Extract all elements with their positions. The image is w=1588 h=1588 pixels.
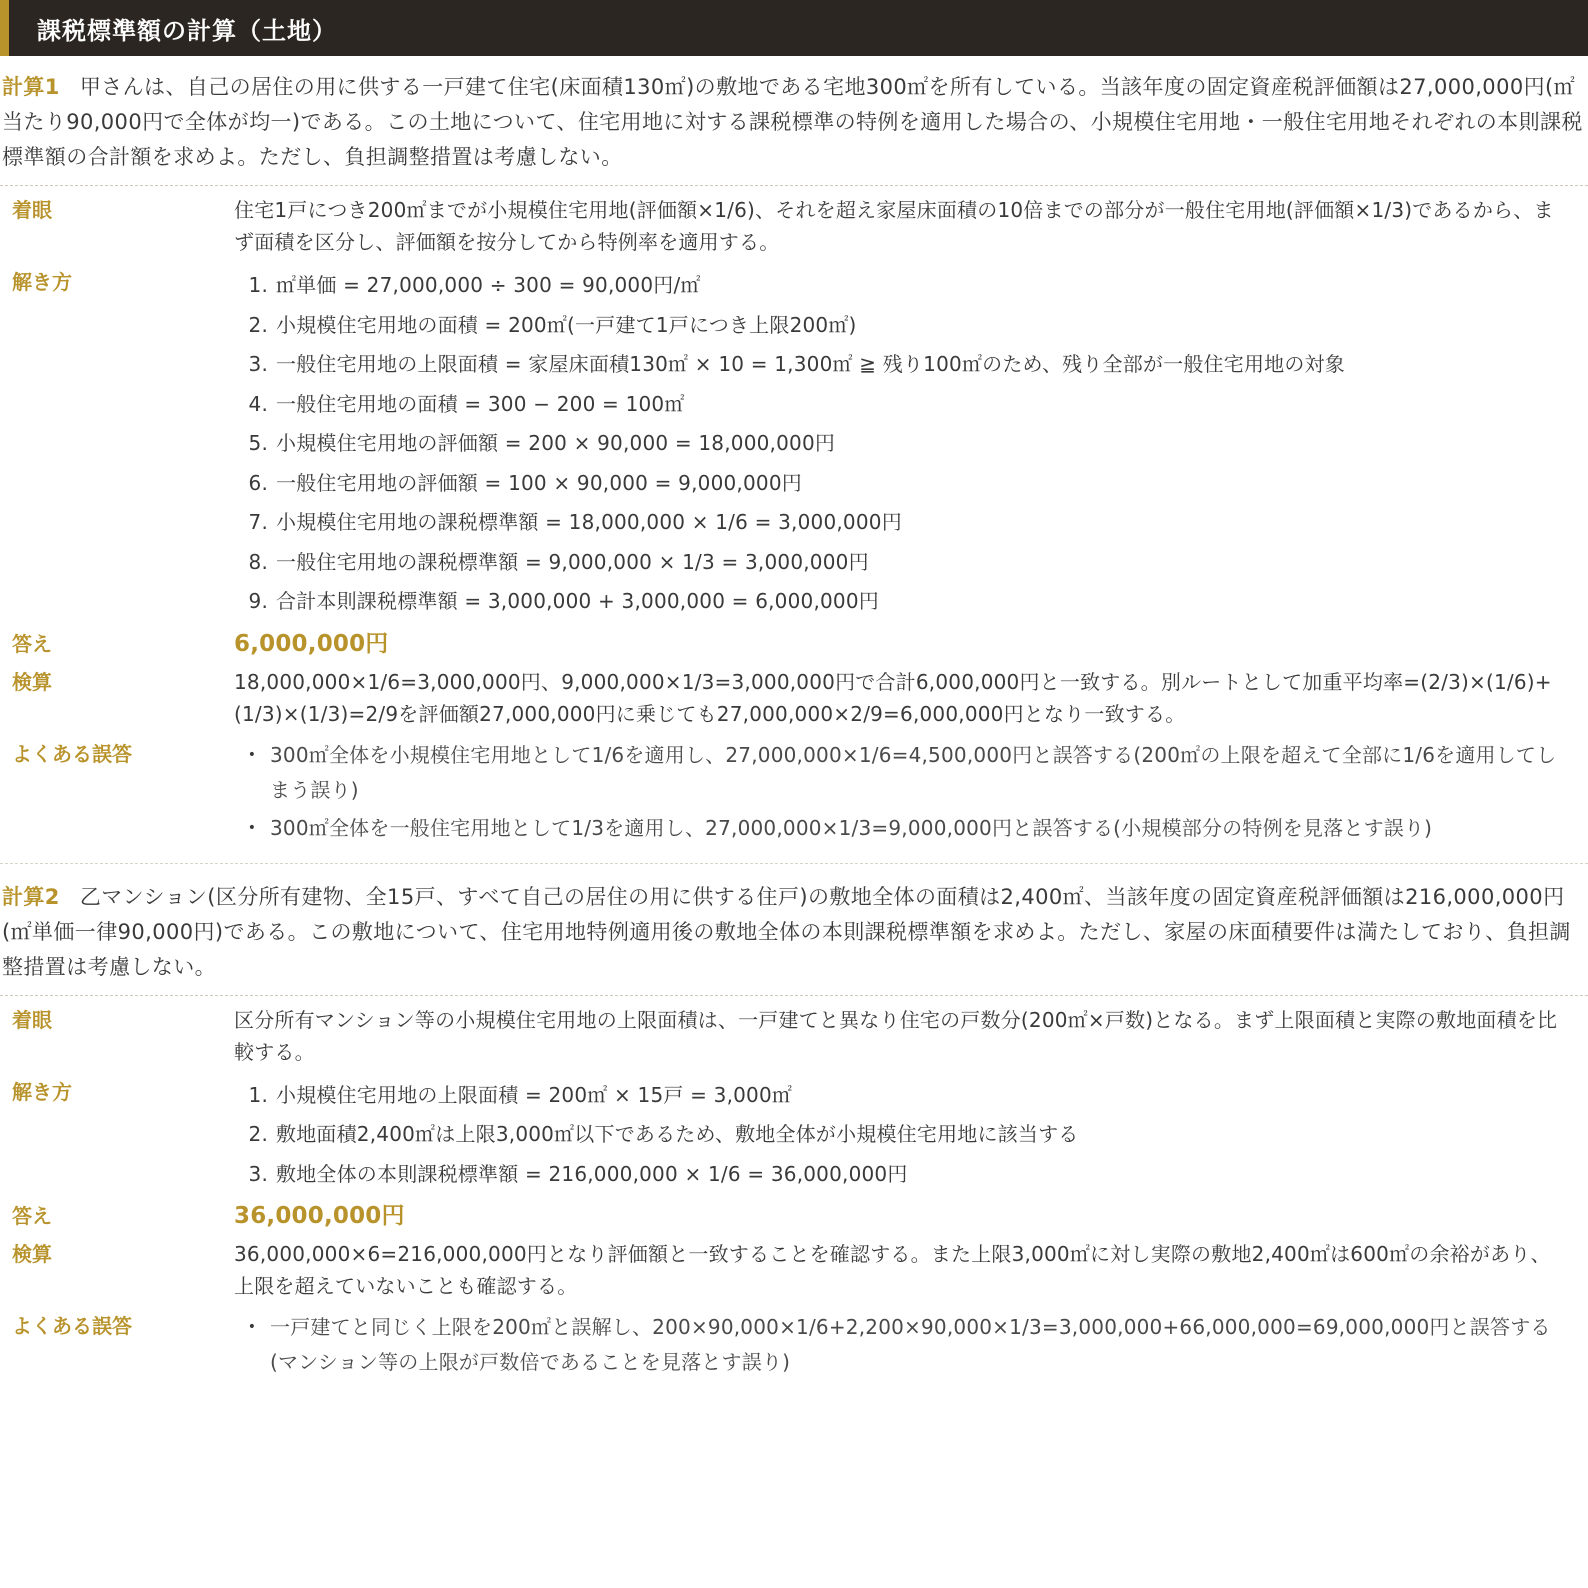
step-text: 一般住宅用地の上限面積 = 家屋床面積130㎡ × 10 = 1,300㎡ ≧ 残り100㎡のため、残り全部が一般住宅用地の対象: [276, 352, 1345, 376]
problem-statement: [0, 56, 1588, 186]
mistakes-row: [0, 1310, 1588, 1383]
problem-2: [0, 874, 1588, 1384]
step-text: 小規模住宅用地の課税標準額 = 18,000,000 × 1/6 = 3,000,000円: [276, 510, 902, 534]
step-number: 9.: [248, 589, 268, 613]
answer-row: [0, 1200, 1588, 1232]
focus-label: 着眼: [12, 1007, 52, 1032]
answer-value: 6,000,000円: [234, 630, 389, 657]
mistakes-list: [234, 738, 1570, 846]
mistakes-label: よくある誤答: [12, 1314, 132, 1338]
step-text: 小規模住宅用地の評価額 = 200 × 90,000 = 18,000,000円: [276, 431, 836, 455]
check-text: 18,000,000×1/6=3,000,000円、9,000,000×1/3=3,000,000円で合計6,000,000円と一致する。別ルートとして加重平均率=(2/3)×(1/6)+(1/3)×(1/3)=2/9を評価額27,000,000円に乗じても27,000,000×2/9=6,000,000円となり一致する。: [234, 669, 1552, 726]
step-text: ㎡単価 = 27,000,000 ÷ 300 = 90,000円/㎡: [276, 273, 701, 297]
step-text: 敷地全体の本則課税標準額 = 216,000,000 × 1/6 = 36,000,000円: [276, 1161, 908, 1186]
list-item: [234, 811, 1570, 846]
list-item: [234, 738, 1570, 808]
solution-row: [0, 1076, 1588, 1195]
solution-label: 解き方: [12, 270, 72, 294]
bullet-icon: •: [247, 819, 257, 836]
step-text: 一般住宅用地の課税標準額 = 9,000,000 × 1/3 = 3,000,000円: [276, 549, 869, 574]
mistake-text: 300㎡全体を一般住宅用地として1/3を適用し、27,000,000×1/3=9,000,000円と誤答する(小規模部分の特例を見落とす誤り): [270, 815, 1433, 840]
mistakes-row: [0, 738, 1588, 849]
check-row: [0, 666, 1588, 730]
problem-number: 計算1: [2, 75, 60, 99]
bullet-icon: •: [247, 746, 257, 763]
check-row: [0, 1238, 1588, 1302]
mistake-text: 300㎡全体を小規模住宅用地として1/6を適用し、27,000,000×1/6=4,500,000円と誤答する(200㎡の上限を超えて全部に1/6を適用してしまう誤り): [270, 742, 1557, 802]
answer-label: 答え: [12, 1204, 52, 1228]
list-item: [234, 345, 1570, 385]
focus-text: 住宅1戸につき200㎡までが小規模住宅用地(評価額×1/6)、それを超え家屋床面積の10倍までの部分が一般住宅用地(評価額×1/3)であるから、まず面積を区分し、評価額を按分してから特例率を適用する。: [234, 198, 1554, 254]
solution-label: 解き方: [12, 1079, 72, 1104]
mistakes-label: よくある誤答: [12, 741, 132, 766]
check-label: 検算: [12, 1242, 52, 1266]
problem-text: 乙マンション(区分所有建物、全15戸、すべて自己の居住の用に供する住戸)の敷地全体の面積は2,400㎡、当該年度の固定資産税評価額は216,000,000円(㎡単価一律90,000円)である。この敷地について、住宅用地特例適用後の敷地全体の本則課税標準額を求めよ。ただし、家屋の床面積要件は満たしており、負担調整措置は考慮しない。: [2, 884, 1571, 979]
page-title: 課税標準額の計算（土地）: [37, 16, 337, 45]
list-item: [234, 1115, 1570, 1155]
step-text: 一般住宅用地の面積 = 300 − 200 = 100㎡: [276, 391, 685, 416]
focus-row: [0, 194, 1588, 258]
step-text: 敷地面積2,400㎡は上限3,000㎡以下であるため、敷地全体が小規模住宅用地に該当する: [276, 1122, 1079, 1146]
answer-label: 答え: [12, 631, 52, 656]
problem-text: 甲さんは、自己の居住の用に供する一戸建て住宅(床面積130㎡)の敷地である宅地300㎡を所有している。当該年度の固定資産税評価額は27,000,000円(㎡当たり90,000円で全体が均一)である。この土地について、住宅用地に対する課税標準の特例を適用した場合の、小規模住宅用地・一般住宅用地それぞれの本則課税標準額の合計額を求めよ。ただし、負担調整措置は考慮しない。: [2, 75, 1583, 169]
step-number: 8.: [248, 549, 268, 574]
step-number: 3.: [248, 1161, 268, 1186]
list-item: [234, 266, 1570, 306]
step-text: 合計本則課税標準額 = 3,000,000 + 3,000,000 = 6,000,000円: [276, 589, 879, 613]
list-item: [234, 424, 1570, 464]
mistake-text: 一戸建てと同じく上限を200㎡と誤解し、200×90,000×1/6+2,200×90,000×1/3=3,000,000+66,000,000=69,000,000円と誤答する(マンション等の上限が戸数倍であることを見落とす誤り): [270, 1315, 1551, 1374]
step-number: 5.: [248, 431, 268, 455]
check-label: 検算: [12, 669, 52, 694]
step-number: 1.: [248, 273, 268, 297]
list-item: [234, 582, 1570, 622]
problem-number: 計算2: [2, 884, 60, 909]
list-item: [234, 1076, 1570, 1116]
step-text: 一般住宅用地の評価額 = 100 × 90,000 = 9,000,000円: [276, 470, 802, 495]
problem-1: [0, 56, 1588, 849]
solution-steps: [234, 1076, 1570, 1195]
list-item: [234, 503, 1570, 543]
problem-statement: [0, 874, 1588, 996]
mistakes-list: [234, 1310, 1570, 1380]
step-number: 6.: [248, 470, 268, 495]
focus-text: 区分所有マンション等の小規模住宅用地の上限面積は、一戸建てと異なり住宅の戸数分(200㎡×戸数)となる。まず上限面積と実際の敷地面積を比較する。: [234, 1007, 1558, 1064]
solution-steps: [234, 266, 1570, 622]
list-item: [234, 464, 1570, 504]
step-text: 小規模住宅用地の面積 = 200㎡(一戸建て1戸につき上限200㎡): [276, 312, 857, 337]
section-divider: [0, 863, 1588, 864]
step-number: 3.: [248, 352, 268, 376]
list-item: [234, 385, 1570, 425]
page-header: [0, 0, 1588, 56]
step-text: 小規模住宅用地の上限面積 = 200㎡ × 15戸 = 3,000㎡: [276, 1082, 793, 1107]
step-number: 2.: [248, 1122, 268, 1146]
list-item: [234, 306, 1570, 346]
focus-row: [0, 1004, 1588, 1068]
step-number: 1.: [248, 1082, 268, 1107]
step-number: 2.: [248, 312, 268, 337]
answer-value: 36,000,000円: [234, 1203, 405, 1229]
step-number: 4.: [248, 391, 268, 416]
check-text: 36,000,000×6=216,000,000円となり評価額と一致することを確認する。また上限3,000㎡に対し実際の敷地2,400㎡は600㎡の余裕があり、上限を超えていないことも確認する。: [234, 1242, 1551, 1298]
answer-row: [0, 628, 1588, 660]
bullet-icon: •: [247, 1319, 257, 1335]
list-item: [234, 543, 1570, 583]
list-item: [234, 1310, 1570, 1380]
solution-row: [0, 266, 1588, 622]
focus-label: 着眼: [12, 198, 52, 222]
list-item: [234, 1155, 1570, 1195]
step-number: 7.: [248, 510, 268, 534]
